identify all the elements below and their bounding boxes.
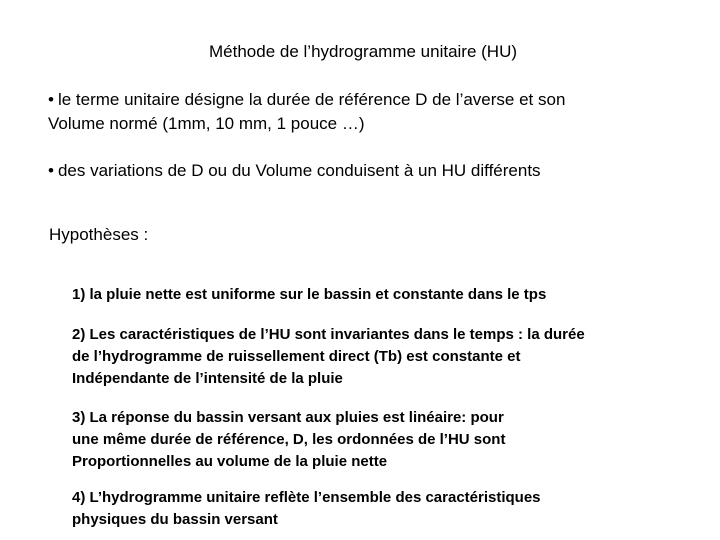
bullet-marker: • [48, 90, 54, 109]
hypothesis-line: Indépendante de l’intensité de la pluie [72, 370, 343, 387]
bullet-item [48, 88, 698, 136]
hypothesis-line: une même durée de référence, D, les ordonnées de l’HU sont [72, 431, 506, 448]
bullet-line [48, 159, 698, 183]
bullet-line [48, 88, 698, 112]
hypothesis-item [72, 407, 702, 473]
hypothesis-line: 4) L’hydrogramme unitaire reflète l’ensemble des caractéristiques [72, 489, 541, 506]
hypothesis-line: de l’hydrogramme de ruissellement direct (Tb) est constante et [72, 348, 521, 365]
bullet-line: Volume normé (1mm, 10 mm, 1 pouce …) [48, 114, 365, 133]
hypothesis-item [72, 284, 702, 306]
bullet-text: des variations de D ou du Volume conduisent à un HU différents [57, 161, 541, 180]
bullet-marker: • [48, 161, 54, 180]
hypothesis-item [72, 324, 702, 390]
bullet-item [48, 159, 698, 183]
hypothesis-line: physiques du bassin versant [72, 511, 278, 528]
hypothesis-line: Proportionnelles au volume de la pluie nette [72, 453, 388, 470]
hypothesis-line: 2) Les caractéristiques de l’HU sont invariantes dans le temps : la durée [72, 326, 585, 343]
hypotheses-heading: Hypothèses : [49, 225, 149, 244]
hypothesis-line: 1) la pluie nette est uniforme sur le bassin et constante dans le tps [72, 286, 547, 303]
hypothesis-line: 3) La réponse du bassin versant aux pluies est linéaire: pour [72, 409, 504, 426]
slide-title: Méthode de l’hydrogramme unitaire (HU) [209, 42, 518, 61]
bullet-text: le terme unitaire désigne la durée de référence D de l’averse et son [57, 90, 566, 109]
hypothesis-item [72, 487, 702, 531]
